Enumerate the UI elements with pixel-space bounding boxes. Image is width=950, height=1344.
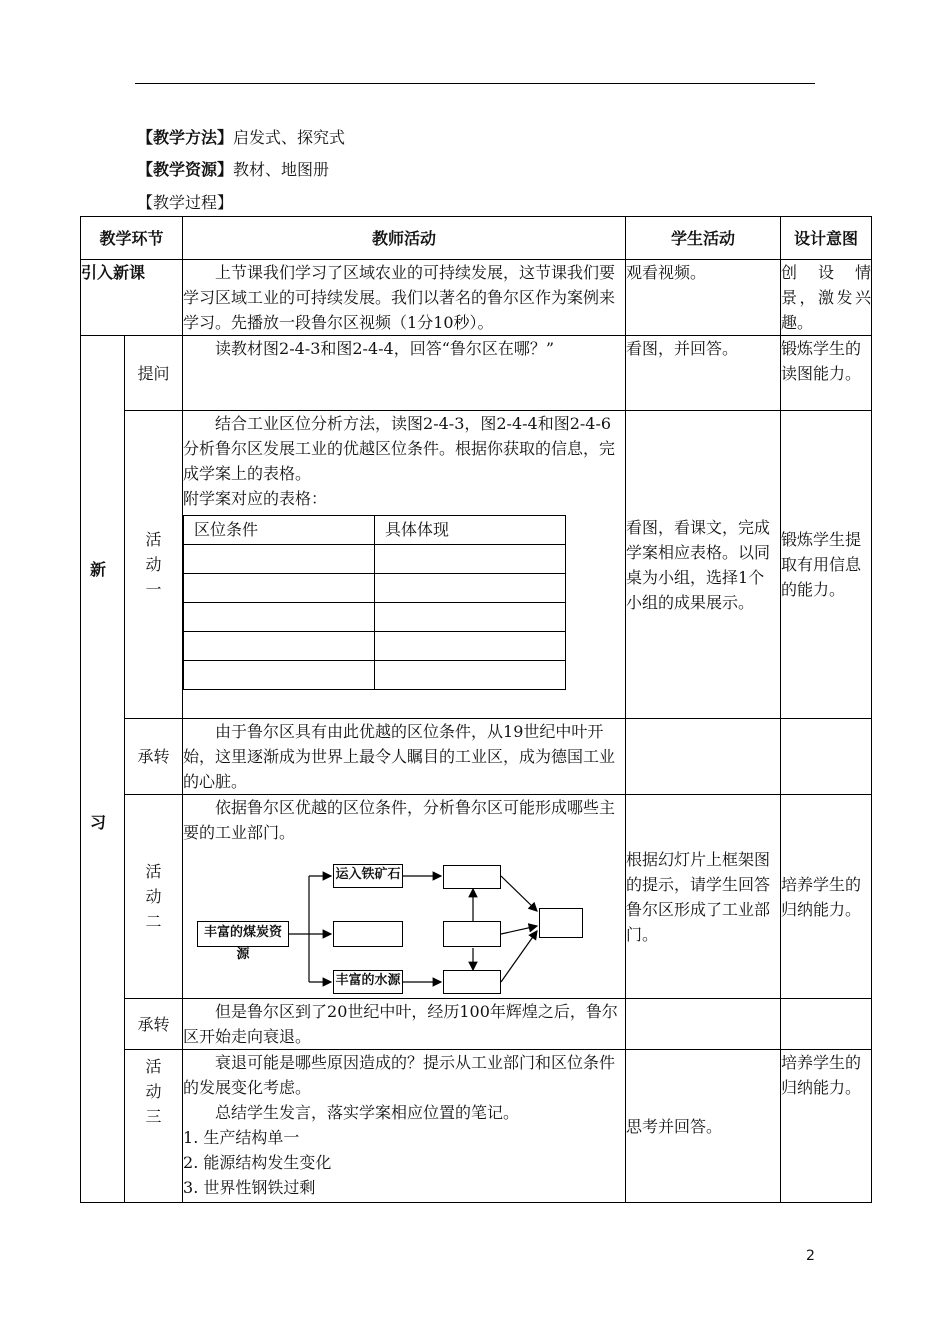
worksheet-table bbox=[183, 515, 566, 690]
sub-activity-2: 活 动 二 bbox=[125, 795, 183, 999]
intent-question: 锻炼学生的读图能力。 bbox=[781, 336, 872, 411]
teaching-method: 【教学方法】启发式、探究式 bbox=[137, 128, 346, 147]
flow-source-coal: 丰富的煤炭资源 bbox=[197, 921, 289, 947]
sub-transition-2: 承转 bbox=[125, 999, 183, 1050]
teacher-activity-2: 依据鲁尔区优越的区位条件，分析鲁尔区可能形成哪些主要的工业部门。 丰富的煤炭资源 运入铁矿石 丰富的水源 bbox=[183, 795, 626, 999]
stage-intro: 引入新课 bbox=[81, 260, 183, 336]
table-header-row bbox=[81, 217, 872, 260]
teacher-intro: 上节课我们学习了区域农业的可持续发展，这节课我们要学习区域工业的可持续发展。我们以著名的鲁尔区作为案例来学习。先播放一段鲁尔区视频（1分10秒）。 bbox=[183, 260, 626, 336]
table-row bbox=[81, 1050, 872, 1203]
sub-activity-1: 活 动 一 bbox=[125, 411, 183, 719]
intent-activity-2: 培养学生的归纳能力。 bbox=[781, 795, 872, 999]
sub-transition-1: 承转 bbox=[125, 719, 183, 795]
teaching-process-label: 【教学过程】 bbox=[137, 193, 234, 212]
table-row bbox=[81, 795, 872, 999]
worksheet-cell bbox=[184, 661, 375, 690]
list-item: 2. 能源结构发生变化 bbox=[183, 1153, 332, 1172]
teacher-transition-2: 但是鲁尔区到了20世纪中叶，经历100年辉煌之后，鲁尔区开始走向衰退。 bbox=[183, 999, 626, 1050]
header-student: 学生活动 bbox=[626, 217, 781, 260]
sub-question: 提问 bbox=[125, 336, 183, 411]
worksheet-header-condition: 区位条件 bbox=[184, 516, 375, 545]
table-row bbox=[81, 719, 872, 795]
header-rule bbox=[135, 83, 815, 84]
student-intro: 观看视频。 bbox=[626, 260, 781, 336]
list-item: 3. 世界性钢铁过剩 bbox=[183, 1178, 316, 1197]
industry-flow-diagram bbox=[183, 851, 583, 993]
intent-activity-3: 培养学生的归纳能力。 bbox=[781, 1050, 872, 1203]
flow-blank-mid-right bbox=[443, 921, 501, 947]
flow-blank-middle bbox=[333, 921, 403, 947]
student-question: 看图，并回答。 bbox=[626, 336, 781, 411]
stage-new-lesson: 新 习 bbox=[81, 336, 125, 1203]
worksheet-header-detail: 具体体现 bbox=[375, 516, 566, 545]
worksheet-cell bbox=[375, 603, 566, 632]
list-item: 1. 生产结构单一 bbox=[183, 1128, 300, 1147]
page-number: 2 bbox=[806, 1248, 815, 1264]
table-row bbox=[81, 336, 872, 411]
header-stage: 教学环节 bbox=[81, 217, 183, 260]
teaching-resources: 【教学资源】教材、地图册 bbox=[137, 160, 330, 179]
student-transition-2 bbox=[626, 999, 781, 1050]
flow-result-box bbox=[539, 908, 583, 938]
teacher-transition-1: 由于鲁尔区具有由此优越的区位条件，从19世纪中叶开始，这里逐渐成为世界上最令人瞩目的工业区，成为德国工业的心脏。 bbox=[183, 719, 626, 795]
worksheet-cell bbox=[375, 574, 566, 603]
student-transition-1 bbox=[626, 719, 781, 795]
table-row bbox=[81, 999, 872, 1050]
intent-intro: 创 设 情景，激发兴趣。 bbox=[781, 260, 872, 336]
intent-transition-1 bbox=[781, 719, 872, 795]
intent-activity-1: 锻炼学生提取有用信息的能力。 bbox=[781, 411, 872, 719]
worksheet-cell bbox=[184, 632, 375, 661]
worksheet-cell bbox=[184, 603, 375, 632]
flow-blank-top-right bbox=[443, 865, 501, 889]
worksheet-cell bbox=[184, 545, 375, 574]
student-activity-3: 思考并回答。 bbox=[626, 1050, 781, 1203]
worksheet-cell bbox=[375, 545, 566, 574]
flow-blank-bottom-right bbox=[443, 970, 501, 994]
student-activity-2: 根据幻灯片上框架图的提示，请学生回答鲁尔区形成了工业部门。 bbox=[626, 795, 781, 999]
flow-iron-ore: 运入铁矿石 bbox=[333, 864, 403, 888]
teacher-activity-3: 衰退可能是哪些原因造成的？提示从工业部门和区位条件的发展变化考虑。 总结学生发言，落实学案相应位置的笔记。 1. 生产结构单一 2. 能源结构发生变化 3. 世界性钢铁过剩 bbox=[183, 1050, 626, 1203]
table-row bbox=[81, 411, 872, 719]
flow-water: 丰富的水源 bbox=[333, 970, 403, 994]
teacher-question: 读教材图2-4-3和图2-4-4，回答“鲁尔区在哪？” bbox=[183, 336, 626, 411]
lesson-table bbox=[80, 216, 872, 1203]
header-intent: 设计意图 bbox=[781, 217, 872, 260]
table-row bbox=[81, 260, 872, 336]
sub-activity-3: 活 动 三 bbox=[125, 1050, 183, 1203]
student-activity-1: 看图，看课文，完成学案相应表格。以同桌为小组，选择1个小组的成果展示。 bbox=[626, 411, 781, 719]
worksheet-cell bbox=[184, 574, 375, 603]
intent-transition-2 bbox=[781, 999, 872, 1050]
teacher-activity-1: 结合工业区位分析方法，读图2-4-3，图2-4-4和图2-4-6分析鲁尔区发展工业的优越区位条件。根据你获取的信息，完成学案上的表格。 附学案对应的表格： 区位条件 具体体现 bbox=[183, 411, 626, 719]
worksheet-cell bbox=[375, 632, 566, 661]
worksheet-cell bbox=[375, 661, 566, 690]
header-teacher: 教师活动 bbox=[183, 217, 626, 260]
